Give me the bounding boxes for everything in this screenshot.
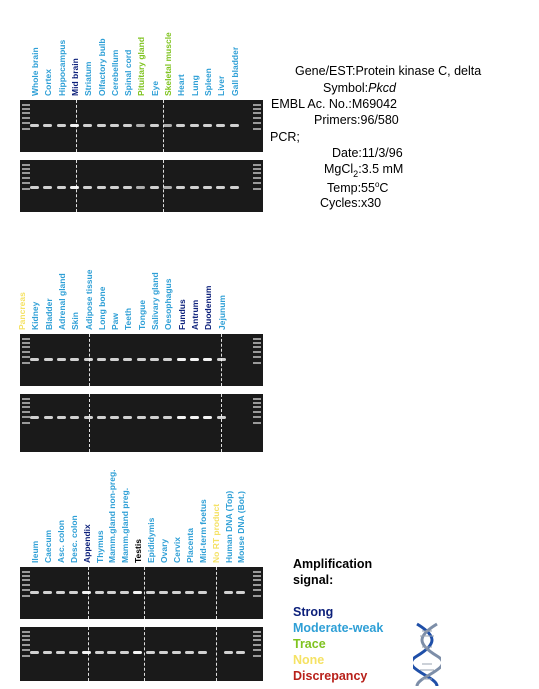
gel-band xyxy=(44,358,53,361)
ladder-mark xyxy=(22,398,30,400)
cycles-row xyxy=(320,196,381,210)
panel-3-gel-bottom xyxy=(20,627,263,681)
ladder-mark xyxy=(253,177,261,179)
lane-divider xyxy=(144,567,145,619)
lane-label: Long bone xyxy=(96,286,107,330)
lane-divider xyxy=(88,627,89,681)
lane-label: Lung xyxy=(189,75,200,96)
gel-band xyxy=(176,186,185,189)
lane-label: Skin xyxy=(70,312,81,330)
date-value: 11/3/96 xyxy=(361,146,403,160)
ladder-mark xyxy=(253,639,261,641)
ladder-mark xyxy=(253,411,261,413)
gel-band xyxy=(177,358,186,361)
gel-band xyxy=(216,186,225,189)
gel-band xyxy=(185,651,194,654)
gel-band xyxy=(203,124,212,127)
lane-label: Salivary gland xyxy=(150,272,160,330)
panel-2-gel-top xyxy=(20,334,263,386)
ladder-mark xyxy=(22,402,30,404)
gel-band xyxy=(136,186,145,189)
pcr-row xyxy=(270,130,300,144)
embl-key: EMBL Ac. No.: xyxy=(271,97,352,111)
lane-label: Epididymis xyxy=(146,517,157,563)
mgcl-key-colon: : xyxy=(358,162,362,176)
gel-band xyxy=(107,651,116,654)
ladder-mark xyxy=(253,416,261,418)
gel-band xyxy=(159,651,168,654)
gel-band xyxy=(123,186,132,189)
ladder-mark xyxy=(22,177,30,179)
ladder-mark xyxy=(253,649,261,651)
lane-label: Adrenal gland xyxy=(56,273,67,330)
ladder-mark xyxy=(22,579,30,581)
ladder-mark xyxy=(253,172,261,174)
gel-band xyxy=(30,358,39,361)
lane-label: Thymus xyxy=(94,530,105,563)
lane-label: Paw xyxy=(110,312,121,330)
ladder-mark xyxy=(22,655,30,657)
panel-2-gel-bottom xyxy=(20,394,263,452)
lane-label: Oesophagus xyxy=(163,278,174,330)
ladder-mark xyxy=(22,182,30,184)
ladder-mark xyxy=(22,164,30,166)
panel-3-gel-top xyxy=(20,567,263,619)
lane-label: Olfactory bulb xyxy=(96,38,107,96)
gene-row xyxy=(295,64,481,78)
gel-band xyxy=(136,124,145,127)
gel-band xyxy=(43,124,52,127)
gel-band xyxy=(230,124,239,127)
ladder-mark xyxy=(22,117,30,119)
temp-key: Temp: xyxy=(327,181,362,196)
ladder-mark xyxy=(253,571,261,573)
gel-band xyxy=(203,186,212,189)
symbol-value: Pkcd xyxy=(368,81,396,95)
ladder-mark xyxy=(22,575,30,577)
ladder-mark xyxy=(22,351,30,353)
gel-band xyxy=(95,591,104,594)
lane-label: Mamm.gland non-preg. xyxy=(107,469,118,563)
gel-band xyxy=(70,358,79,361)
panel-1-gel-top xyxy=(20,100,263,152)
ladder-mark xyxy=(22,411,30,413)
primers-row xyxy=(314,113,399,127)
ladder-mark xyxy=(253,351,261,353)
lane-label: Spinal cord xyxy=(123,49,134,96)
lane-label: Eye xyxy=(149,80,160,96)
gel-band xyxy=(236,591,245,594)
mgcl-row xyxy=(324,162,403,179)
lane-label: Mid brain xyxy=(69,58,80,96)
cycles-key: Cycles: xyxy=(320,196,361,210)
ladder-mark xyxy=(253,128,261,130)
gel-band xyxy=(163,186,172,189)
gel-band xyxy=(190,186,199,189)
lane-label: Pituitary gland xyxy=(136,36,147,96)
ladder-mark xyxy=(253,579,261,581)
ladder-mark xyxy=(22,172,30,174)
gel-band xyxy=(150,124,159,127)
ladder-mark xyxy=(253,112,261,114)
lane-label: Heart xyxy=(176,74,187,96)
ladder-mark xyxy=(253,406,261,408)
lane-divider xyxy=(216,627,217,681)
ladder-mark xyxy=(22,108,30,110)
gel-band xyxy=(137,358,146,361)
legend-title-line2: signal: xyxy=(293,573,334,587)
gel-band xyxy=(70,416,79,419)
legend-item-trace: Trace xyxy=(293,637,326,651)
mgcl-key-sub: 2 xyxy=(353,168,359,179)
ladder-mark xyxy=(253,117,261,119)
ladder-mark xyxy=(22,649,30,651)
gel-band xyxy=(30,186,39,189)
gel-band xyxy=(120,591,129,594)
ladder-mark xyxy=(253,346,261,348)
ladder-mark xyxy=(22,631,30,633)
lane-label: Whole brain xyxy=(30,47,40,96)
gel-band xyxy=(97,124,106,127)
lane-divider xyxy=(144,627,145,681)
mgcl-key-main: MgCl xyxy=(324,162,354,176)
gel-band xyxy=(224,651,233,654)
gel-band xyxy=(95,651,104,654)
ladder-mark xyxy=(253,595,261,597)
gel-band xyxy=(57,186,66,189)
gel-band xyxy=(70,186,79,189)
ladder-mark xyxy=(22,639,30,641)
gel-band xyxy=(123,416,132,419)
gel-band xyxy=(172,651,181,654)
lane-label: Cerebellum xyxy=(109,49,120,96)
lane-label: Tongue xyxy=(136,299,147,330)
gene-value: Protein kinase C, delta xyxy=(355,64,482,78)
primers-value: 96/580 xyxy=(360,113,399,127)
ladder-mark xyxy=(22,356,30,358)
gel-band xyxy=(43,591,52,594)
mgcl-key xyxy=(324,162,362,179)
ladder-mark xyxy=(22,644,30,646)
date-key: Date: xyxy=(332,146,362,160)
temp-value-num: 55 xyxy=(361,181,375,196)
mgcl-value: 3.5 mM xyxy=(361,162,404,176)
lane-label: Cortex xyxy=(43,69,54,96)
lane-label: Appendix xyxy=(81,524,92,563)
gel-band xyxy=(97,416,106,419)
ladder-mark xyxy=(253,631,261,633)
gene-key: Gene/EST: xyxy=(295,64,356,78)
pcr-key: PCR; xyxy=(270,130,300,144)
gel-band xyxy=(150,416,159,419)
gel-band xyxy=(203,358,212,361)
ladder-mark xyxy=(22,346,30,348)
embl-row xyxy=(271,97,397,111)
lane-label: No RT product xyxy=(210,503,221,563)
gel-band xyxy=(57,358,66,361)
ladder-mark xyxy=(253,188,261,190)
lane-label: Jejunum xyxy=(216,295,227,330)
gel-band xyxy=(82,591,91,594)
lane-label: Cervix xyxy=(171,537,182,563)
gel-band xyxy=(82,651,91,654)
ladder-mark xyxy=(253,168,261,170)
lane-label: Ileum xyxy=(30,540,40,563)
gel-band xyxy=(224,591,233,594)
ladder-mark xyxy=(253,342,261,344)
temp-row xyxy=(327,180,388,195)
ladder-mark xyxy=(22,104,30,106)
gel-band xyxy=(146,591,155,594)
ladder-mark xyxy=(22,122,30,124)
gel-band xyxy=(69,651,78,654)
gel-band xyxy=(69,591,78,594)
lane-label: Striatum xyxy=(83,61,94,96)
gel-band xyxy=(146,651,155,654)
temp-value-unit: C xyxy=(379,181,389,196)
ladder-mark xyxy=(253,422,261,424)
gel-band xyxy=(137,416,146,419)
lane-label: Bladder xyxy=(43,298,54,330)
embl-value: M69042 xyxy=(351,97,398,111)
ladder-mark xyxy=(253,402,261,404)
gel-band xyxy=(107,591,116,594)
lane-label: Fundus xyxy=(176,299,187,330)
gel-band xyxy=(159,591,168,594)
gel-band xyxy=(123,358,132,361)
gel-band xyxy=(217,358,226,361)
gel-band xyxy=(44,416,53,419)
gel-band xyxy=(190,124,199,127)
gel-band xyxy=(163,358,172,361)
ladder-mark xyxy=(22,342,30,344)
ladder-mark xyxy=(253,182,261,184)
panel-1-gel-bottom xyxy=(20,160,263,212)
ladder-mark xyxy=(22,416,30,418)
lane-label: Spleen xyxy=(202,68,213,96)
gel-band xyxy=(120,651,129,654)
ladder-mark xyxy=(22,635,30,637)
ladder-mark xyxy=(253,338,261,340)
gel-band xyxy=(172,591,181,594)
ladder-mark xyxy=(22,338,30,340)
gel-band xyxy=(123,124,132,127)
gel-band xyxy=(97,186,106,189)
lane-label: Caecum xyxy=(42,529,53,563)
gel-band xyxy=(190,416,199,419)
ladder-mark xyxy=(253,362,261,364)
ladder-mark xyxy=(22,422,30,424)
gel-band xyxy=(230,186,239,189)
gel-band xyxy=(236,651,245,654)
gel-band xyxy=(30,591,39,594)
lane-divider xyxy=(89,394,90,452)
gel-band xyxy=(30,416,39,419)
primers-key: Primers: xyxy=(314,113,361,127)
gel-band xyxy=(56,651,65,654)
gel-band xyxy=(216,124,225,127)
ladder-mark xyxy=(22,584,30,586)
ladder-mark xyxy=(253,104,261,106)
gel-band xyxy=(56,591,65,594)
lane-label: Mamm.gland preg. xyxy=(120,487,131,563)
date-row xyxy=(332,146,403,160)
gel-band xyxy=(110,416,119,419)
ladder-mark xyxy=(22,168,30,170)
gel-band xyxy=(176,124,185,127)
lane-label: Hippocampus xyxy=(56,39,67,96)
lane-label: Desc. colon xyxy=(68,515,79,563)
gel-band xyxy=(110,124,119,127)
legend-item-none: None xyxy=(293,653,325,667)
lane-divider xyxy=(221,394,222,452)
gel-band xyxy=(150,358,159,361)
lane-label: Skeletal muscle xyxy=(163,32,173,96)
symbol-key: Symbol: xyxy=(323,81,369,95)
temp-value-deg: o xyxy=(374,180,380,189)
gel-band xyxy=(150,186,159,189)
ladder-mark xyxy=(22,571,30,573)
gel-band xyxy=(84,358,93,361)
gel-band xyxy=(57,416,66,419)
gel-band xyxy=(190,358,199,361)
ladder-mark xyxy=(253,356,261,358)
lane-label: Teeth xyxy=(123,307,134,330)
gel-band xyxy=(217,416,226,419)
gel-band xyxy=(83,186,92,189)
ladder-mark xyxy=(253,575,261,577)
ladder-mark xyxy=(253,589,261,591)
lane-label: Antrum xyxy=(189,299,200,330)
gel-band xyxy=(133,651,142,654)
gel-band xyxy=(110,186,119,189)
ladder-mark xyxy=(22,595,30,597)
lane-label: Adipose tissue xyxy=(83,269,94,330)
lane-label: Human DNA (Top) xyxy=(223,490,234,563)
gel-band xyxy=(110,358,119,361)
gel-band xyxy=(198,591,207,594)
gel-band xyxy=(43,186,52,189)
dna-helix-icon xyxy=(413,622,441,688)
ladder-mark xyxy=(253,108,261,110)
ladder-mark xyxy=(22,362,30,364)
gel-band xyxy=(97,358,106,361)
lane-label: Placenta xyxy=(184,528,195,563)
lane-label: Gall bladder xyxy=(229,46,240,96)
gel-band xyxy=(83,124,92,127)
lane-label: Testis xyxy=(133,539,144,563)
lane-label: Pancreas xyxy=(17,292,27,330)
ladder-mark xyxy=(253,584,261,586)
symbol-row xyxy=(323,81,396,95)
ladder-mark xyxy=(253,635,261,637)
lane-label: Mouse DNA (Bot.) xyxy=(236,491,247,563)
gel-band xyxy=(57,124,66,127)
ladder-mark xyxy=(253,655,261,657)
gel-band xyxy=(203,416,212,419)
lane-label: Ovary xyxy=(159,538,169,563)
gel-band xyxy=(30,124,39,127)
lane-label: Asc. colon xyxy=(55,520,66,563)
ladder-mark xyxy=(253,644,261,646)
gel-band xyxy=(70,124,79,127)
lane-label: Mid-term foetus xyxy=(197,499,208,563)
legend-item-strong: Strong xyxy=(293,605,334,619)
ladder-mark xyxy=(22,406,30,408)
temp-value xyxy=(361,181,388,195)
ladder-mark xyxy=(253,122,261,124)
ladder-mark xyxy=(22,188,30,190)
ladder-mark xyxy=(22,112,30,114)
ladder-mark xyxy=(22,589,30,591)
gel-band xyxy=(163,416,172,419)
gel-band xyxy=(177,416,186,419)
lane-label: Duodenum xyxy=(203,285,214,330)
cycles-value: x30 xyxy=(360,196,382,210)
lane-label: Kidney xyxy=(30,301,41,330)
lane-label: Liver xyxy=(216,75,227,96)
legend-item-discrepancy: Discrepancy xyxy=(293,669,368,683)
gel-band xyxy=(43,651,52,654)
gel-band xyxy=(30,651,39,654)
gel-band xyxy=(185,591,194,594)
ladder-mark xyxy=(253,164,261,166)
gel-band xyxy=(198,651,207,654)
gel-band xyxy=(163,124,172,127)
gel-band xyxy=(84,416,93,419)
lane-divider xyxy=(216,567,217,619)
gel-band xyxy=(133,591,142,594)
legend-item-moderate: Moderate-weak xyxy=(293,621,384,635)
ladder-mark xyxy=(22,128,30,130)
legend-title-line1: Amplification xyxy=(293,557,373,571)
ladder-mark xyxy=(253,398,261,400)
